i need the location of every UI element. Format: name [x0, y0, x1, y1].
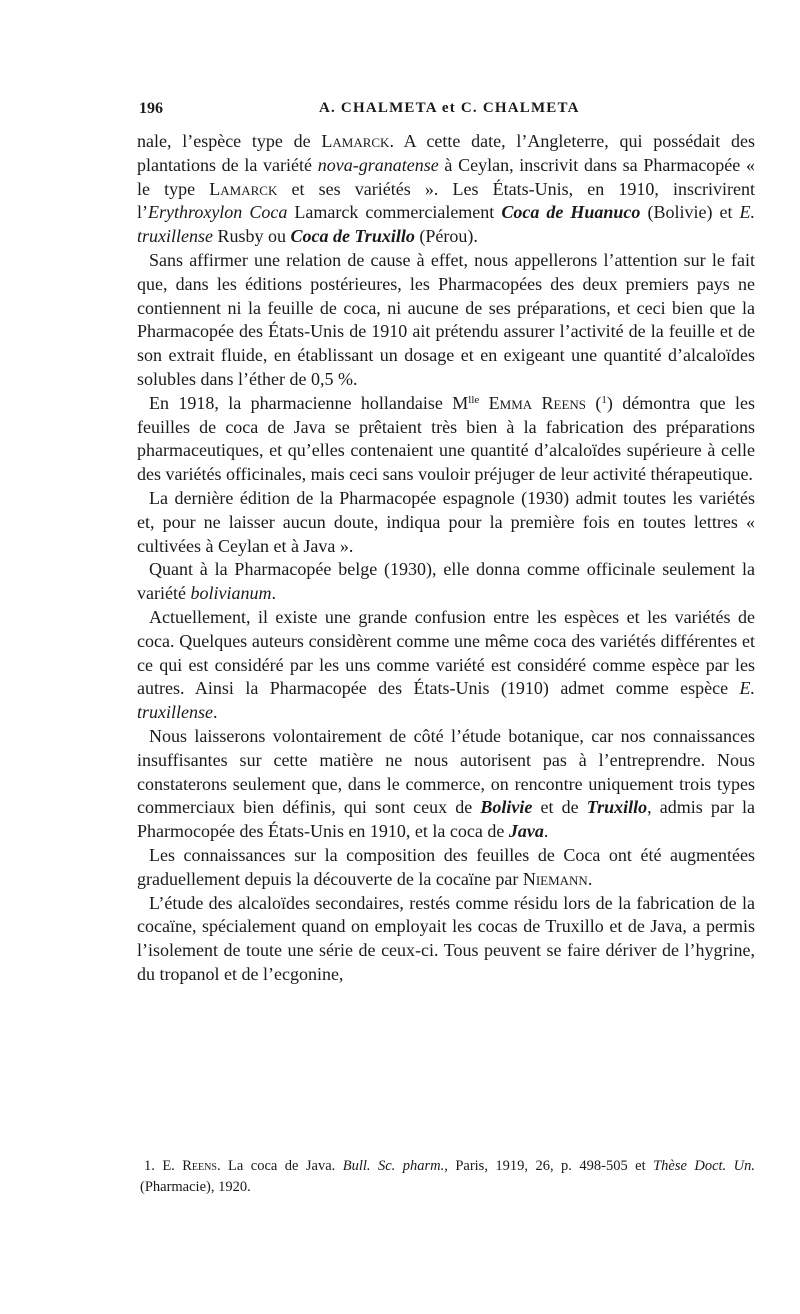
author-name: Reens: [182, 1158, 217, 1174]
text-run: et ses variétés ». Les États-Unis, en 1910, inscrivirent l’: [137, 178, 755, 223]
text-run: (: [586, 392, 602, 413]
superscript: lle: [468, 393, 480, 406]
text-run: à Ceylan, inscrivit dans sa Pharmacopée « le type: [137, 154, 755, 199]
author-name: Lamarck: [321, 131, 390, 151]
text-run: .: [543, 821, 549, 842]
text-run: [479, 393, 488, 413]
paragraph-7: [137, 725, 755, 844]
paragraph-3: [137, 392, 755, 487]
species-name: E. truxillense: [137, 678, 755, 723]
species-name: E. truxillense: [137, 202, 755, 247]
commercial-name: Truxillo: [586, 797, 648, 818]
text-run: (Bolivie) et: [640, 202, 740, 223]
text-run: Lamarck commercialement: [287, 202, 502, 223]
paragraph-9: L’étude des alcaloïdes secondaires, restés comme résidu lors de la fabrication de la cocaïne, spécialement quand on employait les cocas de Truxillo et de Java, a permis l’isolement de toute une série de ceux-ci. Tous peuvent se faire dériver de l’hygrine, du tropanol et de l’ecgonine,: [137, 892, 755, 984]
paragraph-4: La dernière édition de la Pharmacopée espagnole (1930) admit toutes les variétés et, pour ne laisser aucun doute, indiqua pour la première fois en toutes lettres « cultivées à Ceylan et à Java ».: [137, 487, 755, 556]
text-run: .: [271, 583, 276, 604]
text-run: .: [587, 868, 593, 889]
footnote: [140, 1156, 755, 1198]
paragraph-2: Sans affirmer une relation de cause à effet, nous appellerons l’attention sur le fait que, dans les éditions postérieures, les Pharmacopées des deux premiers pays ne contiennent ni la feuille de coca, ni aucune de ses préparations, et ceci bien que la Pharmacopée des États-Unis de 1910 ait prétendu assurer l’activité de la feuille et de son extrait fluide, en établissant un dosage et en exigeant une quantité d’alcaloïdes solubles dans l’éther de 0,5 %.: [137, 249, 755, 389]
text-run: (Pérou).: [414, 226, 478, 247]
text-run: , admis par la Pharmocopée des États-Unis en 1910, et la coca de: [137, 797, 755, 842]
text-run: Nous laisserons volontairement de côté l’étude botanique, car nos connaissances insuffisantes sur cette matière ne nous autorisent pas à l’entreprendre. Nous constaterons seulement que, dans le commerce, on rencontre uniquement trois types commerciaux bien définis, qui sont ceux de: [137, 725, 755, 818]
text-run: . A cette date, l’Angleterre, qui possédait des plantations de la variété: [137, 131, 755, 175]
text-run: , Paris, 1919, 26, p. 498-505 et: [444, 1158, 654, 1174]
page-number: 196: [139, 100, 163, 117]
text-run: nale, l’espèce type de: [137, 131, 322, 151]
author-name: Niemann: [522, 868, 588, 889]
page-header: [139, 100, 740, 124]
running-head: A. CHALMETA et C. CHALMETA: [319, 100, 580, 116]
variety-name: bolivianum: [190, 583, 272, 604]
text-run: .: [212, 702, 218, 723]
text-run: Les connaissances sur la composition des feuilles de Coca ont été augmentées graduellement depuis la découverte de la cocaïne par: [137, 844, 755, 889]
body-text: [137, 130, 755, 987]
author-name: Emma Reens: [488, 392, 587, 413]
author-name: Lamarck: [209, 178, 278, 199]
paragraph-6: [137, 606, 755, 725]
footnote-1: [140, 1156, 755, 1198]
text-run: Rusby ou: [212, 226, 291, 247]
text-run: ) démontra que les feuilles de coca de Java se prêtaient très bien à la fabrication des préparations pharmaceutiques, et qu’elles contenaient une quantité d’alcaloïdes supérieure à celle des variétés officinales, mais ceci sans vouloir préjuger de leur activité thérapeutique.: [137, 392, 755, 485]
text-run: Actuellement, il existe une grande confusion entre les espèces et les variétés de coca. Quelques auteurs considèrent comme une même coca des variétés différentes et ce qui est considéré par les uns comme variété est considéré comme espèce par les autres. Ainsi la Pharmacopée des États-Unis (1910) admet comme espèce: [137, 606, 755, 699]
text-run: et de: [532, 797, 587, 818]
text-run: (Pharmacie), 1920.: [140, 1179, 251, 1195]
thesis-title: Thèse Doct. Un.: [653, 1158, 755, 1174]
journal-title: Bull. Sc. pharm.: [342, 1158, 445, 1174]
commercial-name: Java: [508, 821, 544, 842]
commercial-name: Coca de Huanuco: [501, 202, 641, 223]
paragraph-8: [137, 844, 755, 892]
species-name: Erythroxylon Coca: [148, 202, 288, 223]
text-run: En 1918, la pharmacienne hollandaise M: [149, 392, 469, 413]
variety-name: nova-granatense: [317, 154, 439, 175]
commercial-name: Bolivie: [480, 797, 533, 818]
footnote-ref[interactable]: 1: [601, 393, 607, 406]
paragraph-5: [137, 558, 755, 606]
text-run: 1. E.: [144, 1158, 183, 1174]
paragraph-1: [137, 130, 755, 249]
text-run: Quant à la Pharmacopée belge (1930), elle donna comme officinale seulement la variété: [137, 559, 755, 604]
commercial-name: Coca de Truxillo: [290, 226, 415, 247]
text-run: . La coca de Java.: [216, 1158, 343, 1174]
